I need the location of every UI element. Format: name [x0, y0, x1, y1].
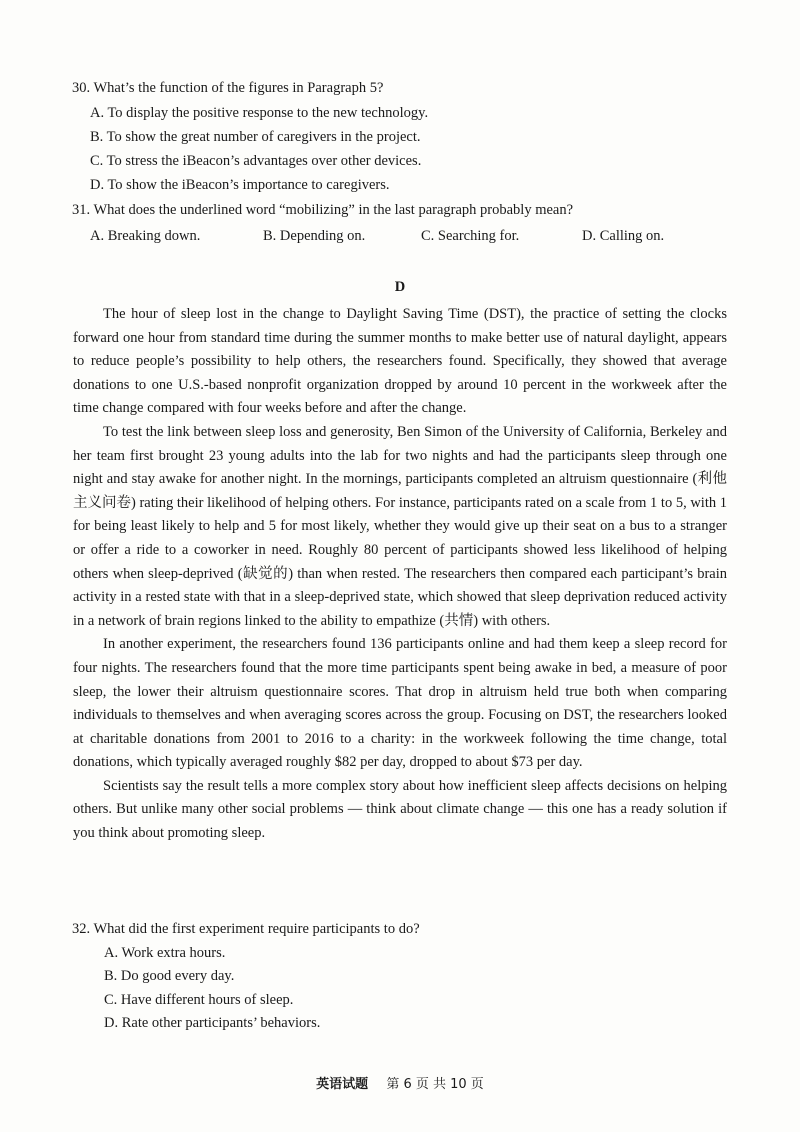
question-32-option-a: A. Work extra hours.	[104, 944, 226, 961]
question-32-option-c: C. Have different hours of sleep.	[104, 991, 294, 1008]
question-30-option-b: B. To show the great number of caregivers in the project.	[90, 129, 421, 145]
footer-subject: 英语试题	[316, 1077, 369, 1092]
passage-paragraph: To test the link between sleep loss and generosity, Ben Simon of the University of California, Berkeley and her team first brought 23 young adults into the lab for two nights and had the participants sleep through one night and stay awake for another night. In the mornings, participants completed an altruism questionnaire (利他主义问卷) rating their likelihood of helping others. For instance, participants rated on a scale from 1 to 5, with 1 for being least likely to help and 5 for most likely, whether they would give up their seat on a bus to a stranger or offer a ride to a coworker in need. Roughly 80 percent of participants showed less likelihood of helping others when sleep-deprived (缺觉的) than when rested. The researchers then compared each participant’s brain activity in a rested state with that in a sleep-deprived state, which showed that sleep deprivation reduced activity in a network of brain regions linked to the ability to empathize (共情) with others.	[73, 423, 727, 629]
question-30-option-a: A. To display the positive response to the new technology.	[90, 105, 429, 121]
question-32	[72, 918, 420, 1036]
page-footer	[0, 1073, 800, 1092]
footer-page-info: 第 6 页 共 10 页	[386, 1077, 484, 1092]
passage-paragraph: The hour of sleep lost in the change to Daylight Saving Time (DST), the practice of setting the clocks forward one hour from standard time during the summer months to make better use of natural daylight, appears to reduce people’s possibility to help others, the researchers found. Specifically, they showed that average donations to one U.S.-based nonprofit organization dropped by around 10 percent in the workweek after the time change compared with four weeks before and after the change.	[73, 306, 727, 417]
question-32-stem: 32. What did the first experiment require participants to do?	[72, 921, 420, 937]
question-32-option-b: B. Do good every day.	[104, 968, 235, 985]
question-31-stem: 31. What does the underlined word “mobilizing” in the last paragraph probably mean?	[72, 202, 574, 218]
question-32-option-d: D. Rate other participants’ behaviors.	[104, 1015, 321, 1032]
question-31-option-a: A. Breaking down.	[90, 228, 201, 244]
question-31-option-d: D. Calling on.	[582, 228, 665, 244]
passage-paragraph: In another experiment, the researchers found 136 participants online and had them keep a sleep record for four nights. The researchers found that the more time participants spent being awake in bed, a measure of poor sleep, the lower their altruism questionnaire scores. That drop in altruism held true both when comparing individuals to themselves and when averaging scores across the group. Focusing on DST, the researchers looked at charitable donations from 2001 to 2016 to a charity: in the workweek following the time change, total donations, which typically averaged roughly $82 per day, dropped to about $73 per day.	[73, 636, 727, 771]
reading-passage	[73, 303, 727, 846]
question-30-stem: 30. What’s the function of the figures in Paragraph 5?	[72, 80, 384, 96]
passage-paragraph: Scientists say the result tells a more complex story about how inefficient sleep affects decisions on helping others. But unlike many other social problems — think about climate change — this one has a ready solution if you think about promoting sleep.	[73, 777, 727, 842]
section-title: D	[394, 279, 406, 295]
question-31-option-b: B. Depending on.	[263, 228, 366, 244]
question-30-option-d: D. To show the iBeacon’s importance to caregivers.	[90, 177, 390, 193]
question-30-option-c: C. To stress the iBeacon’s advantages over other devices.	[90, 153, 422, 169]
question-31-option-c: C. Searching for.	[421, 228, 520, 244]
